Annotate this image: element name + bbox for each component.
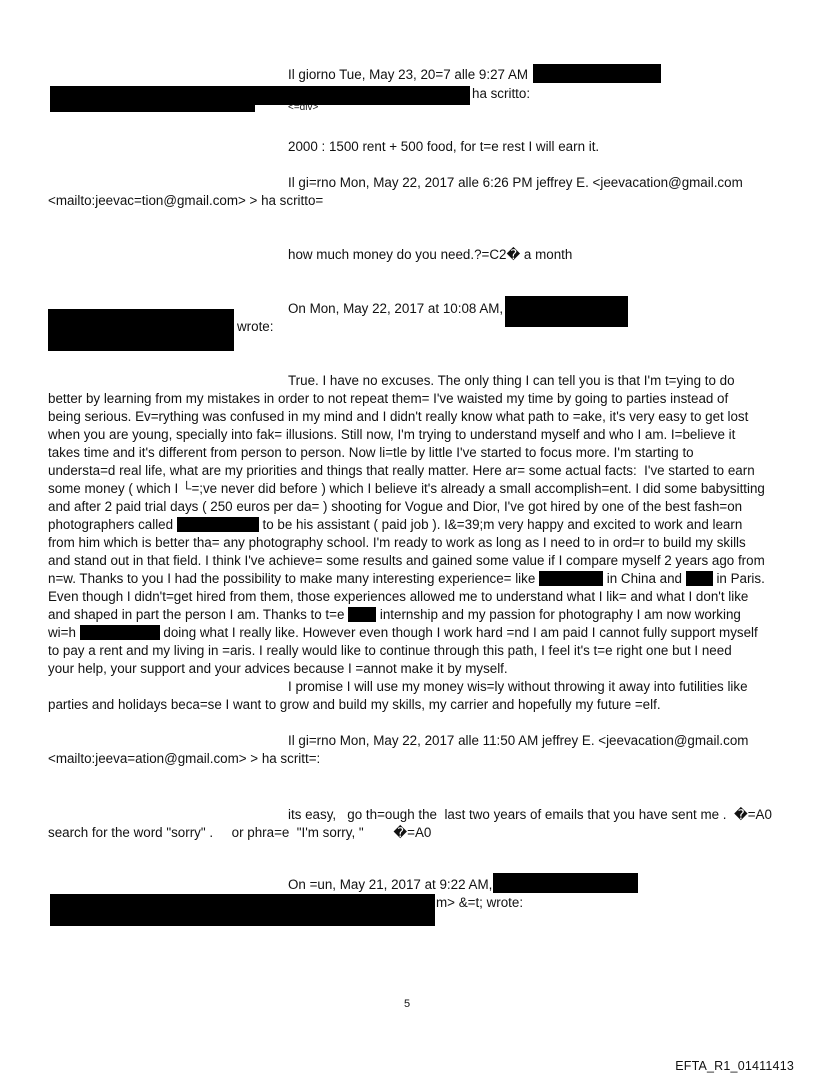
- redaction-box: [539, 571, 603, 586]
- email-header-2-line2: <mailto:jeevac=tion@gmail.com> > ha scritto=: [48, 193, 324, 208]
- body-line: and after 2 paid trial days ( 250 euros per da= ) shooting for Vogue and Dior, I've got hired by one of the best fash=on: [48, 499, 743, 514]
- body-line: parties and holidays beca=se I want to grow and build my skills, my carrier and hopefully my future =elf.: [48, 697, 661, 712]
- body-text: n=w. Thanks to you I had the possibility to make many interesting experience= like: [48, 571, 536, 586]
- email-header-3-tail: wrote:: [237, 319, 274, 334]
- email-header-1: Il giorno Tue, May 23, 20=7 alle 9:27 AM: [288, 67, 529, 82]
- quote-2-line1: its easy, go th=ough the last two years of emails that you have sent me . �=A0: [288, 807, 772, 822]
- body-line: understa=d real life, what are my priorities and things that really matter. Here ar= some actual facts: I've started to earn: [48, 463, 755, 478]
- body-line: Even though I didn't=get hired from them, those experiences allowed me to understand what I lik= and what I don't like: [48, 589, 749, 604]
- body-line: better by learning from my mistakes in order to not repeat them= I've waisted my time by going to parties instead of: [48, 391, 729, 406]
- email-header-5-tail: m> &=t; wrote:: [436, 895, 524, 910]
- redaction-box: [80, 625, 160, 640]
- body-line: when you are young, specially into fak= illusions. Still now, I'm trying to understand myself and who I am. I=believe it: [48, 427, 736, 442]
- body-line: [48, 516, 742, 534]
- body-line: I promise I will use my money wis=ly without throwing it away into futilities like: [288, 679, 748, 694]
- quote-2-line2: search for the word "sorry" . or phra=e "I'm sorry, " �=A0: [48, 825, 432, 840]
- page-number: 5: [404, 998, 411, 1010]
- body-text: and shaped in part the person I am. Thanks to t=e: [48, 607, 345, 622]
- redaction-box: [686, 571, 713, 586]
- body-line: True. I have no excuses. The only thing I can tell you is that I'm t=ying to do: [288, 373, 735, 388]
- email-header-3-line1: On Mon, May 22, 2017 at 10:08 AM,: [288, 301, 504, 316]
- body-line: and stand out in that field. I think I've achieve= some results and gained some value if I compare myself 2 years ago from: [48, 553, 765, 568]
- body-line: takes time and it's different from person to person. Now li=tle by little I've started to focus more. I'm starting to: [48, 445, 694, 460]
- email-header-1-div: <=div>: [288, 103, 319, 111]
- body-line: being serious. Ev=rything was confused in my mind and I didn't really know what path to =ake, it's very easy to get lost: [48, 409, 749, 424]
- document-id: EFTA_R1_01411413: [675, 1059, 794, 1073]
- email-header-5-line1: On =un, May 21, 2017 at 9:22 AM,: [288, 877, 493, 892]
- body-line: [48, 606, 741, 624]
- redaction-box: [50, 894, 435, 926]
- redaction-box: [505, 296, 628, 327]
- body-line: [48, 624, 758, 642]
- body-text: in Paris.: [716, 571, 765, 586]
- reply-1: 2000 : 1500 rent + 500 food, for t=e rest I will earn it.: [288, 139, 600, 154]
- redaction-box: [348, 607, 376, 622]
- body-text: wi=h: [48, 625, 76, 640]
- email-header-2-line1: Il gi=rno Mon, May 22, 2017 alle 6:26 PM jeffrey E. <jeevacation@gmail.com: [288, 175, 743, 190]
- redaction-box: [533, 64, 661, 83]
- redaction-box: [493, 873, 638, 893]
- redaction-box: [177, 517, 259, 532]
- body-text: photographers called: [48, 517, 174, 532]
- body-text: to be his assistant ( paid job ). I&=39;m very happy and excited to work and learn: [262, 517, 743, 532]
- body-line: your help, your support and your advices because I =annot make it by myself.: [48, 661, 508, 676]
- body-text: in China and: [606, 571, 682, 586]
- body-line: [48, 570, 765, 588]
- body-line: from him which is better tha= any photography school. I'm ready to work as long as I need to in ord=r to build my skills: [48, 535, 746, 550]
- body-text: internship and my passion for photography I am now working: [379, 607, 741, 622]
- body-text: doing what I really like. However even though I work hard =nd I am paid I cannot fully support myself: [163, 625, 758, 640]
- email-header-4-line1: Il gi=rno Mon, May 22, 2017 alle 11:50 AM jeffrey E. <jeevacation@gmail.com: [288, 733, 749, 748]
- email-header-4-line2: <mailto:jeeva=ation@gmail.com> > ha scritt=:: [48, 751, 321, 766]
- quote-1: how much money do you need.?=C2� a month: [288, 247, 573, 262]
- body-line: some money ( which I └=;ve never did before ) which I believe it's already a small accomplish=ent. I did some babysitting: [48, 481, 765, 496]
- body-line: to pay a rent and my living in =aris. I really would like to continue through this path, I feel it's t=e right one but I need: [48, 643, 732, 658]
- redaction-box: [50, 86, 255, 112]
- redaction-box: [48, 309, 234, 351]
- email-header-1-tail: ha scritto:: [472, 86, 531, 101]
